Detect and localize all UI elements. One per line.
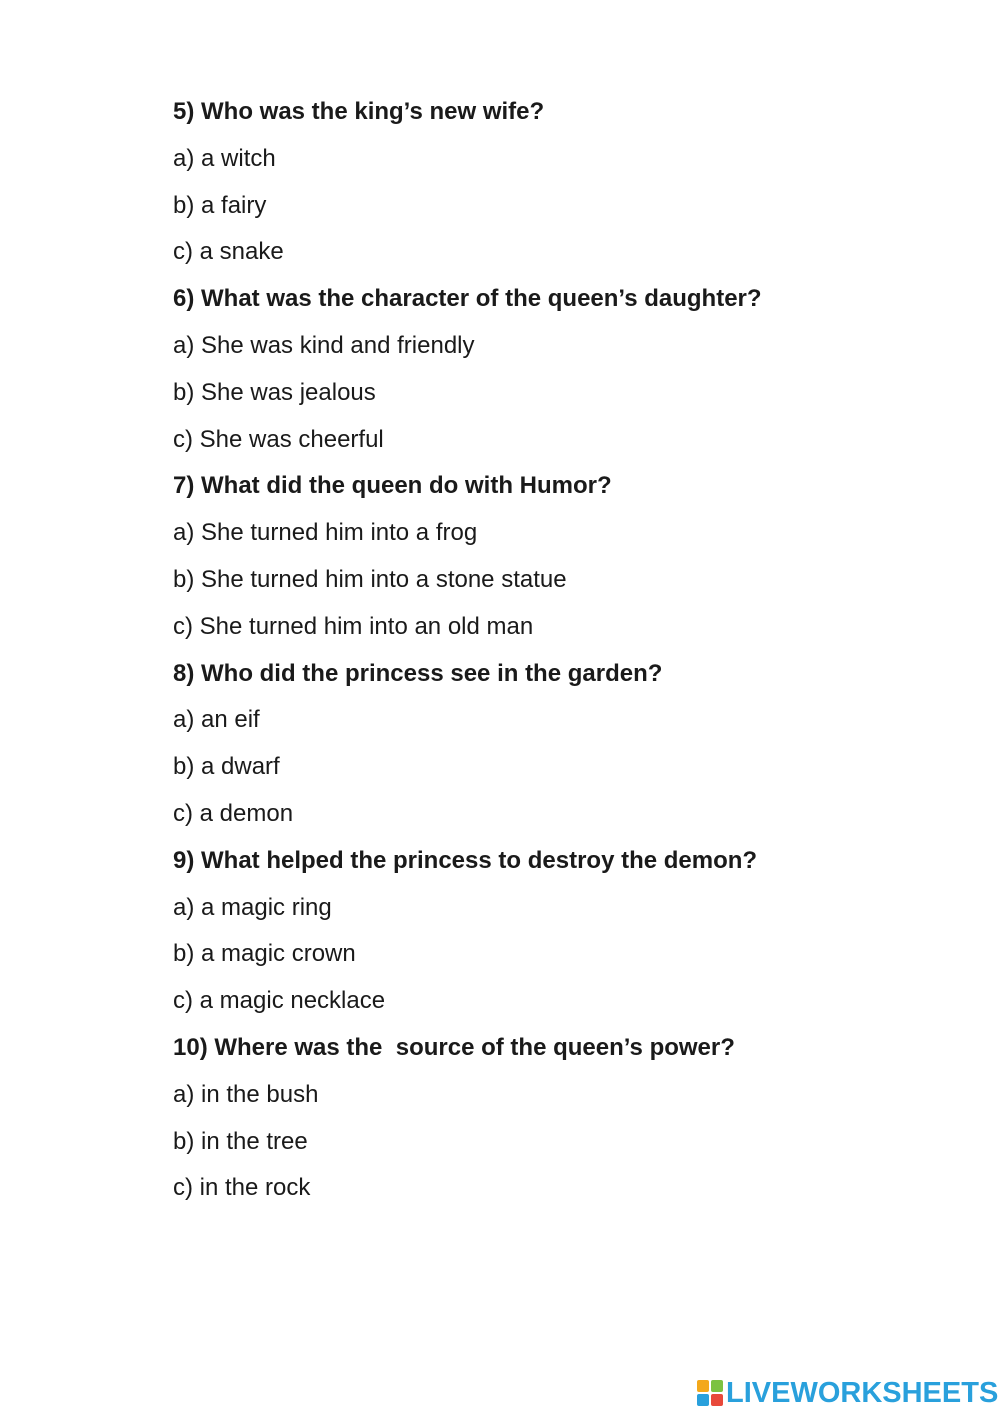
question-prompt: 7) What did the queen do with Humor? [173, 472, 612, 500]
worksheet-page [173, 89, 973, 1212]
answer-option[interactable]: b) a magic crown [173, 940, 356, 968]
answer-option[interactable]: b) She turned him into a stone statue [173, 565, 567, 593]
liveworksheets-logo-icon [697, 1380, 723, 1406]
liveworksheets-watermark [697, 1376, 998, 1410]
logo-tile [711, 1394, 723, 1406]
question-block [173, 276, 973, 463]
answer-option[interactable]: c) a snake [173, 238, 284, 266]
question-prompt: 6) What was the character of the queen’s daughter? [173, 285, 762, 313]
question-block [173, 838, 973, 1025]
logo-tile [711, 1380, 723, 1392]
answer-option[interactable]: b) a fairy [173, 191, 267, 219]
answer-option[interactable]: b) She was jealous [173, 378, 376, 406]
answer-option[interactable]: a) a witch [173, 144, 276, 172]
answer-option[interactable]: c) She was cheerful [173, 425, 384, 453]
question-prompt: 8) Who did the princess see in the garden? [173, 659, 663, 687]
answer-option[interactable]: a) a magic ring [173, 893, 332, 921]
answer-option[interactable]: a) in the bush [173, 1080, 319, 1108]
answer-option[interactable]: b) a dwarf [173, 753, 280, 781]
answer-option[interactable]: a) an eif [173, 706, 260, 734]
question-prompt: 9) What helped the princess to destroy the demon? [173, 846, 758, 874]
answer-option[interactable]: a) She was kind and friendly [173, 331, 475, 359]
question-prompt: 5) Who was the king’s new wife? [173, 98, 545, 125]
answer-option[interactable]: b) in the tree [173, 1127, 308, 1155]
logo-tile [697, 1380, 709, 1392]
question-block [173, 1025, 973, 1212]
answer-option[interactable]: c) She turned him into an old man [173, 612, 534, 640]
answer-option[interactable]: c) a magic necklace [173, 987, 386, 1015]
question-block [173, 89, 973, 276]
watermark-text: LIVEWORKSHEETS [726, 1376, 999, 1409]
answer-option[interactable]: a) She turned him into a frog [173, 519, 478, 547]
answer-option[interactable]: c) a demon [173, 799, 294, 827]
question-prompt: 10) Where was the source of the queen’s power? [173, 1033, 735, 1061]
question-block [173, 463, 973, 650]
logo-tile [697, 1394, 709, 1406]
question-block [173, 651, 973, 838]
answer-option[interactable]: c) in the rock [173, 1174, 311, 1202]
